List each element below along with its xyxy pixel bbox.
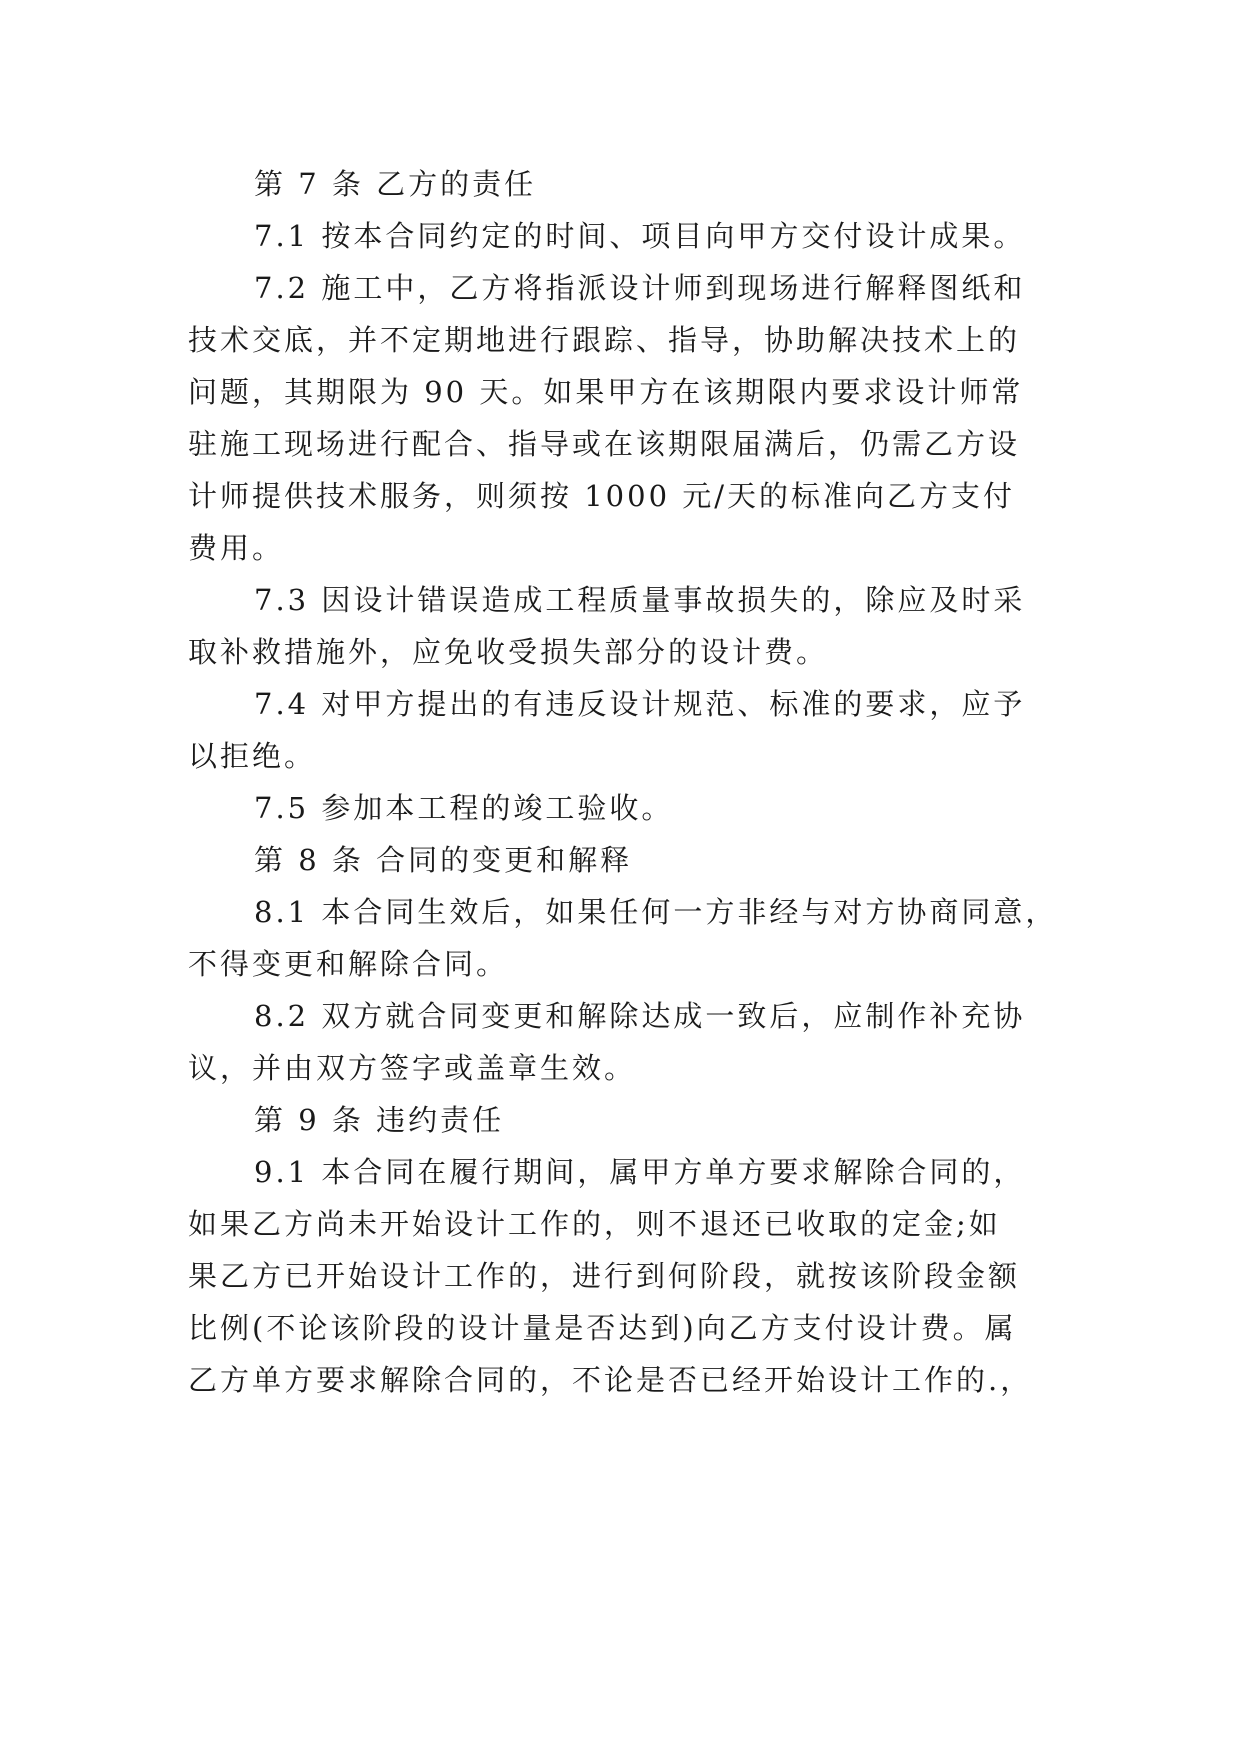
clause-7-3-line-1: 7.3 因设计错误造成工程质量事故损失的，除应及时采 xyxy=(254,583,1026,617)
article-7-heading: 第 7 条 乙方的责任 xyxy=(254,167,537,201)
clause-7-5: 7.5 参加本工程的竣工验收。 xyxy=(254,791,674,825)
article-9-heading: 第 9 条 违约责任 xyxy=(254,1103,505,1137)
clause-9-1-line-1: 9.1 本合同在履行期间，属甲方单方要求解除合同的， xyxy=(254,1155,1026,1189)
clause-7-3-line-2: 取补救措施外，应免收受损失部分的设计费。 xyxy=(188,635,829,669)
clause-7-2-line-4: 驻施工现场进行配合、指导或在该期限届满后，仍需乙方设 xyxy=(188,427,1021,461)
clause-9-1-line-4: 比例(不论该阶段的设计量是否达到)向乙方支付设计费。属 xyxy=(188,1311,1017,1345)
clause-7-2-line-2: 技术交底，并不定期地进行跟踪、指导，协助解决技术上的 xyxy=(188,323,1021,357)
clause-7-4-line-1: 7.4 对甲方提出的有违反设计规范、标准的要求，应予 xyxy=(254,687,1026,721)
clause-7-2-line-5: 计师提供技术服务，则须按 1000 元/天的标准向乙方支付 xyxy=(188,479,1016,513)
clause-9-1-line-2: 如果乙方尚未开始设计工作的，则不退还已收取的定金;如 xyxy=(188,1207,1001,1241)
clause-8-1-line-1: 8.1 本合同生效后，如果任何一方非经与对方协商同意， xyxy=(254,895,1058,929)
clause-8-2-line-1: 8.2 双方就合同变更和解除达成一致后，应制作补充协 xyxy=(254,999,1026,1033)
clause-7-1: 7.1 按本合同约定的时间、项目向甲方交付设计成果。 xyxy=(254,219,1026,253)
clause-7-2-line-3: 问题，其期限为 90 天。如果甲方在该期限内要求设计师常 xyxy=(188,375,1024,409)
article-8-heading: 第 8 条 合同的变更和解释 xyxy=(254,843,633,877)
clause-9-1-line-5: 乙方单方要求解除合同的，不论是否已经开始设计工作的.， xyxy=(188,1363,1033,1397)
clause-7-2-line-1: 7.2 施工中，乙方将指派设计师到现场进行解释图纸和 xyxy=(254,271,1026,305)
clause-7-4-line-2: 以拒绝。 xyxy=(188,739,317,773)
clause-8-1-line-2: 不得变更和解除合同。 xyxy=(188,947,509,981)
clause-9-1-line-3: 果乙方已开始设计工作的，进行到何阶段，就按该阶段金额 xyxy=(188,1259,1021,1293)
clause-7-2-line-6: 费用。 xyxy=(188,531,285,565)
clause-8-2-line-2: 议，并由双方签字或盖章生效。 xyxy=(188,1051,637,1085)
